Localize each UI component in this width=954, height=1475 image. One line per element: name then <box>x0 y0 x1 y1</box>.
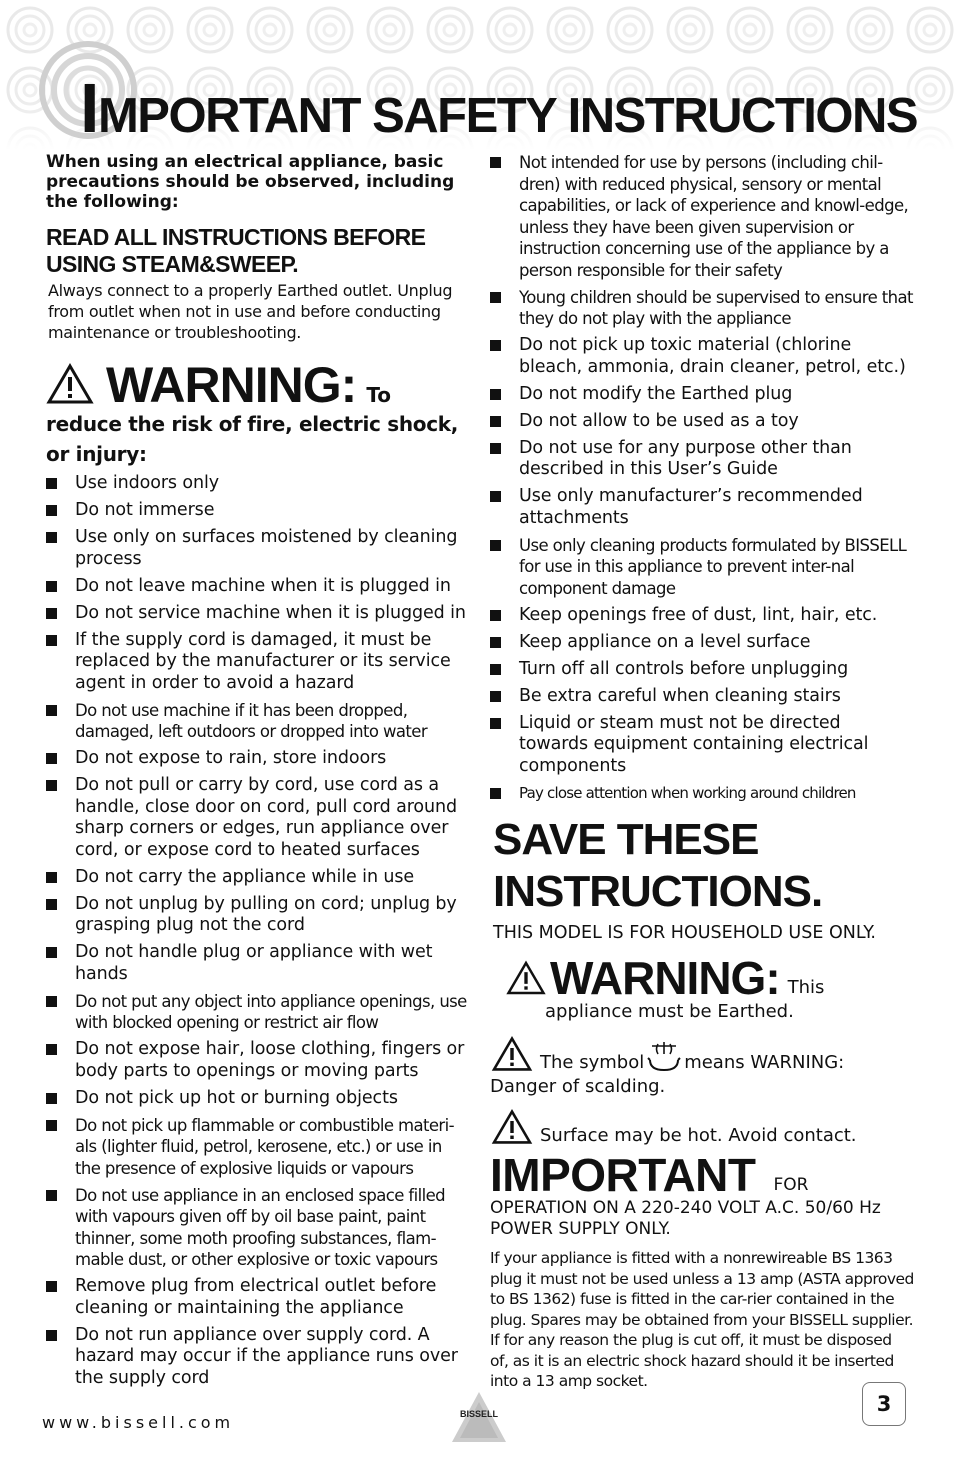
warning-triangle-icon <box>46 363 94 405</box>
right-column <box>490 152 914 1392</box>
list-item: Use only cleaning products formulated by BISSELL for use in this appliance to prevent inter-nal component damage <box>490 535 914 600</box>
list-item: Do not leave machine when it is plugged in <box>46 576 468 598</box>
list-item: Turn off all controls before unplugging <box>490 659 914 681</box>
footer-website-url: www.bissell.com <box>42 1413 235 1432</box>
list-item: Do not allow to be used as a toy <box>490 411 914 433</box>
warning-triangle-icon <box>490 1109 534 1145</box>
warning-triangle-icon <box>506 960 546 996</box>
important-heading <box>490 1149 914 1201</box>
important-for: FOR <box>773 1175 809 1195</box>
surface-hot-line <box>490 1109 914 1148</box>
list-item: Do not unplug by pulling on cord; unplug by grasping plug not the cord <box>46 894 468 937</box>
list-item: Do not pick up flammable or combustible materi-als (lighter fluid, petrol, kerosene, etc.) or use in the presence of explosive liquids or vapours <box>46 1115 468 1180</box>
list-item: Do not use for any purpose other than described in this User’s Guide <box>490 438 914 481</box>
warning-word: WARNING: <box>550 952 780 1004</box>
list-item: Do not put any object into appliance openings, use with blocked opening or restrict air flow <box>46 991 468 1034</box>
list-item: Pay close attention when working around children <box>490 783 914 805</box>
list-item: Young children should be supervised to ensure that they do not play with the appliance <box>490 287 914 330</box>
list-item: Do not use machine if it has been dropped, damaged, left outdoors or dropped into water <box>46 700 468 743</box>
read-all-heading: READ ALL INSTRUCTIONS BEFORE USING STEAM&SWEEP. <box>46 224 426 277</box>
earthed-paragraph: Always connect to a properly Earthed outlet. Unplug from outlet when not in use and before conducting maintenance or troubleshooting. <box>48 281 453 342</box>
hot-steam-icon <box>644 1040 684 1072</box>
list-item: Do not modify the Earthed plug <box>490 384 914 406</box>
list-item: Do not service machine when it is plugged in <box>46 603 468 625</box>
list-item: Be extra careful when cleaning stairs <box>490 686 914 708</box>
list-item: Do not pull or carry by cord, use cord as a handle, close door on cord, pull cord around sharp corners or edges, run appliance over cord, or expose cord to heated surfaces <box>46 775 468 861</box>
operation-voltage: OPERATION ON A 220-240 VOLT A.C. 50/60 Hz POWER SUPPLY ONLY. <box>490 1198 881 1239</box>
title-initial: I <box>80 69 98 147</box>
list-item: Keep openings free of dust, lint, hair, etc. <box>490 605 914 627</box>
list-item: Keep appliance on a level surface <box>490 632 914 654</box>
earthed-text: appliance must be Earthed. <box>545 1001 794 1022</box>
list-item: Use indoors only <box>46 473 468 495</box>
earthed-warning-heading <box>506 952 914 1004</box>
scalding-symbol-line <box>490 1036 914 1099</box>
list-item: Do not pick up hot or burning objects <box>46 1088 468 1110</box>
left-column <box>46 152 468 1395</box>
svg-text:BISSELL: BISSELL <box>459 1409 499 1419</box>
page-title <box>80 68 917 148</box>
list-item: Do not carry the appliance while in use <box>46 867 468 889</box>
plug-fine-print: If your appliance is fitted with a nonrewireable BS 1363 plug it must not be used unless a 13 amp (ASTA approved to BS 1362) fuse is fitted in the car-rier contained in the plug. Spares may be obtained from your BISSELL supplier. If for any reason the plug is cut off, it must be disposed of, as it is an electric shock hazard should it be inserted into a 13 amp socket. <box>490 1249 914 1390</box>
list-item: Do not expose to rain, store indoors <box>46 748 468 770</box>
list-item: Not intended for use by persons (including chil-dren) with reduced physical, sensory or mental capabilities, or lack of experience and knowl-edge, unless they have been given supervision or instruction concerning use of the appliance by a person responsible for their safety <box>490 152 914 281</box>
warning-triangle-icon <box>490 1036 534 1072</box>
intro-text: When using an electrical appliance, basic precautions should be observed, including the following: <box>46 152 455 212</box>
left-bullet-list <box>46 473 468 1389</box>
list-item: Do not pick up toxic material (chlorine bleach, ammonia, drain cleaner, petrol, etc.) <box>490 335 914 378</box>
list-item: Do not run appliance over supply cord. A hazard may occur if the appliance runs over the supply cord <box>46 1325 468 1390</box>
title-rest: MPORTANT SAFETY INSTRUCTIONS <box>97 89 918 143</box>
list-item: Do not handle plug or appliance with wet hands <box>46 942 468 985</box>
bissell-logo <box>446 1388 512 1446</box>
household-note: THIS MODEL IS FOR HOUSEHOLD USE ONLY. <box>493 923 876 943</box>
list-item: Use only on surfaces moistened by cleaning process <box>46 527 468 570</box>
list-item: Do not use appliance in an enclosed space filled with vapours given off by oil base paint, paint thinner, some moth proofing substances, flam-mable dust, or other explosive or toxic vapours <box>46 1185 468 1271</box>
symbol-pre-text: The symbol <box>540 1052 645 1073</box>
list-item: Do not expose hair, loose clothing, fingers or body parts to openings or moving parts <box>46 1039 468 1082</box>
list-item: Remove plug from electrical outlet before cleaning or maintaining the appliance <box>46 1276 468 1319</box>
list-item: Liquid or steam must not be directed towards equipment containing electrical components <box>490 713 914 778</box>
warning-this: This <box>787 977 825 998</box>
list-item: Use only manufacturer’s recommended attachments <box>490 486 914 529</box>
right-bullet-list <box>490 152 914 804</box>
symbol-post-text: means WARNING: Danger of scalding. <box>490 1052 845 1097</box>
list-item: If the supply cord is damaged, it must be replaced by the manufacturer or its service agent in order to avoid a hazard <box>46 630 468 695</box>
surface-hot-text: Surface may be hot. Avoid contact. <box>540 1125 857 1146</box>
warning-word: WARNING: <box>106 357 357 413</box>
warning-heading <box>46 357 468 413</box>
important-word: IMPORTANT <box>490 1149 756 1201</box>
list-item: Do not immerse <box>46 500 468 522</box>
save-instructions-heading: SAVE THESE INSTRUCTIONS. <box>493 815 823 916</box>
page-number: 3 <box>862 1382 906 1426</box>
warning-subheading: reduce the risk of fire, electric shock, or injury: <box>46 412 459 466</box>
warning-to: To <box>366 383 392 407</box>
